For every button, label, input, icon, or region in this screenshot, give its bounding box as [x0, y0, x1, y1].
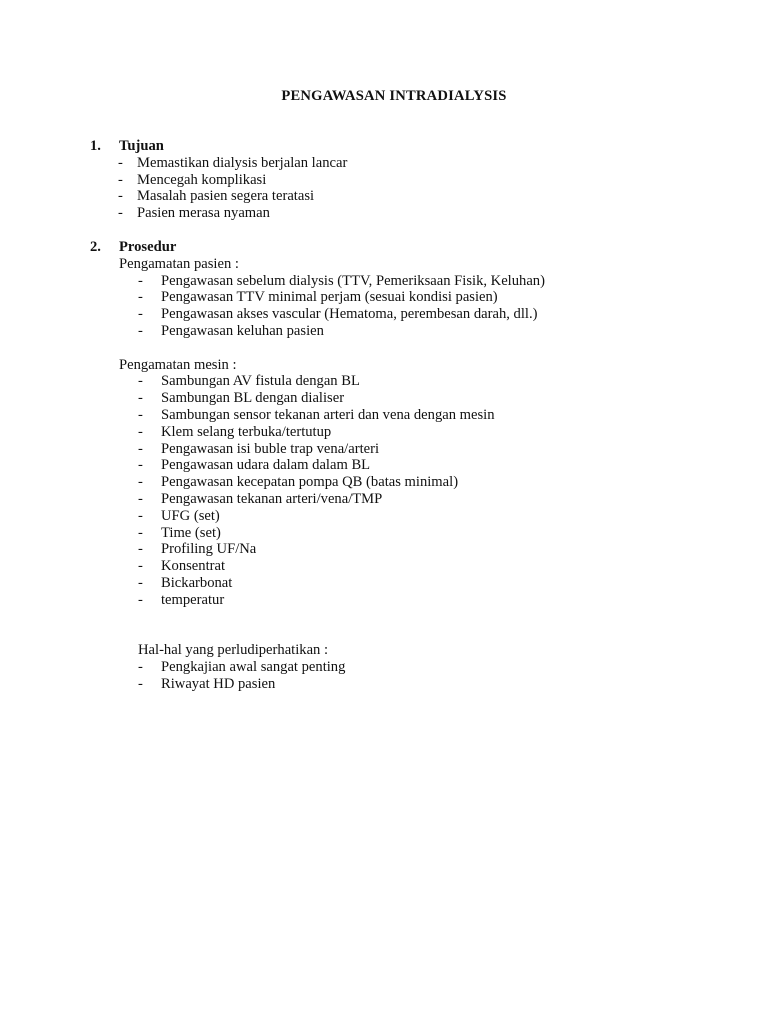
list-item [90, 558, 710, 575]
list-item [90, 525, 710, 542]
list-item [90, 407, 710, 424]
spacer [90, 625, 710, 642]
list-item-text: Pengawasan sebelum dialysis (TTV, Pemeriksaan Fisik, Keluhan) [161, 272, 545, 289]
list-item [90, 541, 710, 558]
list-item-text: Pengawasan udara dalam dalam BL [161, 457, 371, 474]
list-item [90, 306, 710, 323]
section-number: 1. [90, 138, 101, 154]
list-item-text: Pengawasan keluhan pasien [161, 322, 324, 339]
list-item [90, 155, 710, 172]
list-item-text: Pengawasan tekanan arteri/vena/TMP [161, 490, 383, 507]
list-item-text: Bickarbonat [161, 574, 233, 591]
list-item-text: Pengawasan kecepatan pompa QB (batas minimal) [161, 474, 459, 491]
bullet-dash: - [138, 574, 143, 591]
list-item [90, 323, 710, 340]
bullet-dash: - [138, 423, 143, 440]
bullet-dash: - [138, 558, 143, 575]
bullet-dash: - [138, 507, 143, 524]
notes-label: Hal-hal yang perludiperhatikan : [138, 642, 329, 659]
bullet-dash: - [118, 205, 123, 222]
notes-list [90, 659, 710, 693]
section-tujuan [90, 138, 710, 222]
list-item-text: Sambungan BL dengan dialiser [161, 390, 345, 407]
list-item [90, 474, 710, 491]
spacer [90, 340, 710, 357]
spacer [90, 609, 710, 626]
list-item-text: Sambungan AV fistula dengan BL [161, 373, 360, 390]
bullet-dash: - [138, 289, 143, 306]
bullet-dash: - [138, 541, 143, 558]
list-item [90, 508, 710, 525]
list-item-text: UFG (set) [161, 507, 220, 524]
tujuan-list [90, 155, 710, 222]
bullet-dash: - [118, 171, 123, 188]
bullet-dash: - [138, 474, 143, 491]
section-heading [90, 239, 710, 256]
list-item-text: Masalah pasien segera teratasi [137, 188, 315, 205]
list-item-text: temperatur [161, 591, 225, 608]
bullet-dash: - [138, 390, 143, 407]
bullet-dash: - [118, 188, 123, 205]
list-item-text: Pasien merasa nyaman [137, 205, 270, 222]
list-item [90, 441, 710, 458]
list-item-text: Time (set) [161, 524, 221, 541]
patient-observation-list [90, 273, 710, 340]
bullet-dash: - [118, 154, 123, 171]
list-item [90, 491, 710, 508]
list-item [90, 575, 710, 592]
bullet-dash: - [138, 373, 143, 390]
list-item-text: Klem selang terbuka/tertutup [161, 423, 332, 440]
list-item-text: Konsentrat [161, 558, 226, 575]
list-item [90, 592, 710, 609]
list-item [90, 205, 710, 222]
list-item [90, 659, 710, 676]
section-title: Tujuan [119, 138, 164, 154]
section-heading [90, 138, 710, 155]
list-item [90, 676, 710, 693]
list-item-text: Mencegah komplikasi [137, 171, 267, 188]
bullet-dash: - [138, 306, 143, 323]
list-item [90, 188, 710, 205]
bullet-dash: - [138, 675, 143, 692]
list-item [90, 390, 710, 407]
bullet-dash: - [138, 457, 143, 474]
list-item-text: Sambungan sensor tekanan arteri dan vena dengan mesin [161, 406, 495, 423]
section-prosedur [90, 239, 710, 693]
bullet-dash: - [138, 591, 143, 608]
list-item [90, 273, 710, 290]
list-item-text: Riwayat HD pasien [161, 675, 276, 692]
list-item-text: Profiling UF/Na [161, 541, 257, 558]
bullet-dash: - [138, 440, 143, 457]
bullet-dash: - [138, 322, 143, 339]
list-item [90, 172, 710, 189]
list-item [90, 457, 710, 474]
list-item-text: Memastikan dialysis berjalan lancar [137, 154, 348, 171]
machine-observation-list [90, 373, 710, 608]
bullet-dash: - [138, 490, 143, 507]
list-item [90, 424, 710, 441]
machine-observation-label: Pengamatan mesin : [119, 356, 237, 373]
document-title: PENGAWASAN INTRADIALYSIS [281, 88, 507, 104]
section-title: Prosedur [119, 239, 177, 255]
bullet-dash: - [138, 524, 143, 541]
list-item-text: Pengawasan TTV minimal perjam (sesuai kondisi pasien) [161, 289, 498, 306]
list-item-text: Pengawasan akses vascular (Hematoma, perembesan darah, dll.) [161, 306, 538, 323]
bullet-dash: - [138, 272, 143, 289]
section-number: 2. [90, 239, 101, 255]
bullet-dash: - [138, 406, 143, 423]
list-item-text: Pengkajian awal sangat penting [161, 658, 346, 675]
list-item-text: Pengawasan isi buble trap vena/arteri [161, 440, 380, 457]
patient-observation-label: Pengamatan pasien : [119, 255, 239, 272]
bullet-dash: - [138, 658, 143, 675]
list-item [90, 289, 710, 306]
list-item [90, 373, 710, 390]
